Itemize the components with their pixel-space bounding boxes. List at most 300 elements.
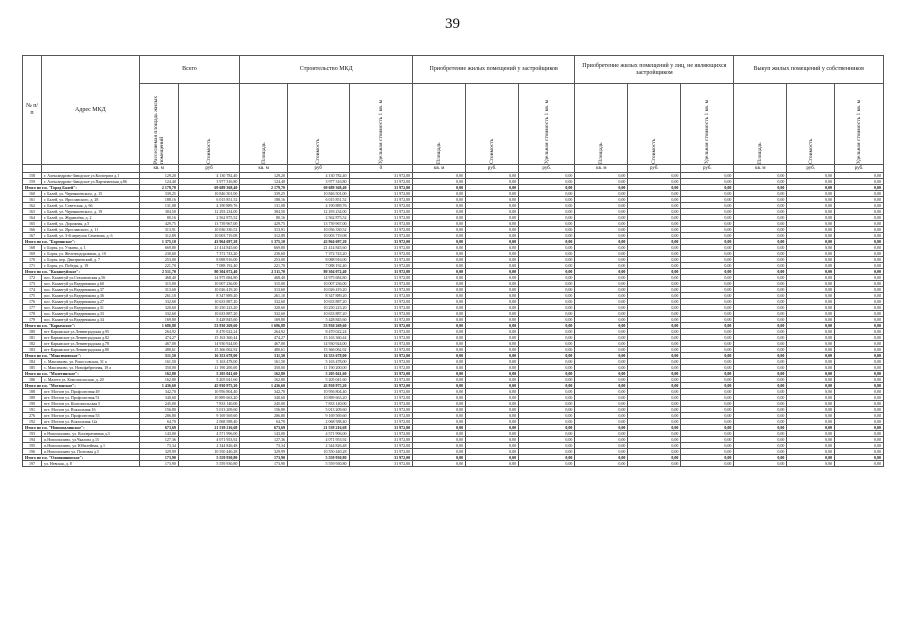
value-cell: 0,00 — [575, 197, 628, 203]
value-cell: 0,00 — [681, 395, 734, 401]
value-cell: 0,00 — [466, 197, 519, 203]
unit-cell: руб. — [787, 165, 835, 173]
value-cell: 0,00 — [787, 203, 835, 209]
header-buyout-group: Выкуп жилых помещений у собственников — [734, 56, 884, 84]
value-cell: 0,00 — [787, 389, 835, 395]
value-cell: 0,00 — [466, 365, 519, 371]
value-cell: 0,00 — [575, 443, 628, 449]
header-total-group: Всего — [139, 56, 240, 84]
value-cell: 9 169 569,60 — [288, 413, 349, 419]
value-cell: 0,00 — [628, 263, 681, 269]
value-cell: 0,00 — [575, 407, 628, 413]
row-number: 158 — [23, 173, 42, 179]
value-cell: 43 964 697,20 — [288, 239, 349, 245]
header-area: Площадь — [734, 84, 787, 165]
value-cell: 0,00 — [787, 275, 835, 281]
value-cell: 0,00 — [575, 299, 628, 305]
value-cell: 0,00 — [519, 251, 575, 257]
value-cell: 230,60 — [139, 251, 178, 257]
value-cell: 0,00 — [734, 275, 787, 281]
row-address: г. Балей, ул. 3-й переулок Семенова, д. 6 — [42, 233, 140, 239]
value-cell: 0,00 — [681, 293, 734, 299]
value-cell: 0,00 — [835, 305, 884, 311]
row-address: г. Балей, ул. Чернышевского, д. 19 — [42, 209, 140, 215]
value-cell: 12 293 234,00 — [178, 209, 239, 215]
value-cell: 31 972,00 — [349, 395, 413, 401]
value-cell: 0,00 — [519, 353, 575, 359]
value-cell: 143,00 — [240, 431, 288, 437]
value-cell: 0,00 — [681, 377, 734, 383]
value-cell: 0,00 — [519, 389, 575, 395]
value-cell: 5 428 845,60 — [178, 317, 239, 323]
value-cell: 1 375,10 — [240, 239, 288, 245]
value-cell: 0,00 — [835, 353, 884, 359]
row-number: 182 — [23, 341, 42, 347]
value-cell: 80 304 072,40 — [288, 269, 349, 275]
value-cell: 0,00 — [575, 287, 628, 293]
value-cell: 0,00 — [413, 323, 466, 329]
value-cell: 221,70 — [139, 263, 178, 269]
value-cell: 0,00 — [519, 401, 575, 407]
value-cell: 0,00 — [575, 323, 628, 329]
value-cell: 342,70 — [139, 389, 178, 395]
value-cell: 0,00 — [681, 353, 734, 359]
value-cell: 31 972,00 — [349, 257, 413, 263]
row-address: пгт Карымское ул.Ленинградская д.82 — [42, 335, 140, 341]
value-cell: 31 972,00 — [349, 437, 413, 443]
unit-cell: руб. — [628, 165, 681, 173]
value-cell: 0,00 — [681, 413, 734, 419]
value-cell: 0,00 — [575, 413, 628, 419]
value-cell: 0,00 — [787, 173, 835, 179]
value-cell: 4 190 889,76 — [178, 203, 239, 209]
value-cell: 0,00 — [413, 455, 466, 461]
value-cell: 0,00 — [681, 425, 734, 431]
row-number: 193 — [23, 431, 42, 437]
value-cell: 0,00 — [787, 221, 835, 227]
value-cell: 0,00 — [519, 275, 575, 281]
row-address: пос. Калангуй ул.Ведерникова д.36 — [42, 293, 140, 299]
value-cell: 0,00 — [466, 305, 519, 311]
value-cell: 31 972,00 — [349, 305, 413, 311]
value-cell: 0,00 — [413, 449, 466, 455]
value-cell: 0,00 — [734, 263, 787, 269]
value-cell: 80 304 072,40 — [178, 269, 239, 275]
value-cell: 9 169 569,60 — [178, 413, 239, 419]
value-cell: 8 470 022,24 — [288, 329, 349, 335]
value-cell: 0,00 — [575, 383, 628, 389]
unit-cell: кв. м — [240, 165, 288, 173]
value-cell: 0,00 — [519, 227, 575, 233]
value-cell: 73,34 — [139, 443, 178, 449]
value-cell: 0,00 — [575, 311, 628, 317]
value-cell: 286,80 — [139, 413, 178, 419]
value-cell: 0,00 — [787, 437, 835, 443]
value-cell: 0,00 — [575, 329, 628, 335]
header-construction-group: Строительство МКД — [240, 56, 413, 84]
value-cell: 0,00 — [519, 305, 575, 311]
value-cell: 0,00 — [466, 203, 519, 209]
unit-cell: руб. — [466, 165, 519, 173]
row-number: 159 — [23, 179, 42, 185]
row-address: г. Балей, ул. Советская, д. 66 — [42, 203, 140, 209]
row-address: г. Александрово-Заводское ул.Кооперата д.1 — [42, 173, 140, 179]
value-cell: 0,00 — [466, 437, 519, 443]
value-cell: 8 470 022,24 — [178, 329, 239, 335]
value-cell: 0,00 — [835, 227, 884, 233]
value-cell: 0,00 — [681, 281, 734, 287]
value-cell: 0,00 — [681, 371, 734, 377]
row-address: с. Малета ул. Комсомольская, д. 20 — [42, 377, 140, 383]
value-cell: 0,00 — [413, 329, 466, 335]
row-address: пгт. Могзон ул. Вокзальная 12а — [42, 419, 140, 425]
value-cell: 0,00 — [466, 323, 519, 329]
value-cell: 173,90 — [240, 455, 288, 461]
value-cell: 0,00 — [787, 239, 835, 245]
value-cell: 53 930 269,60 — [288, 323, 349, 329]
value-cell: 0,00 — [835, 233, 884, 239]
value-cell: 0,00 — [413, 197, 466, 203]
value-cell: 339,25 — [240, 191, 288, 197]
value-cell: 0,00 — [835, 323, 884, 329]
value-cell: 31 972,00 — [349, 389, 413, 395]
header-unit-cost: Удельная стоимость 1 кв. м — [681, 84, 734, 165]
value-cell: 0,00 — [681, 359, 734, 365]
value-cell: 0,00 — [466, 395, 519, 401]
row-number: 195 — [23, 443, 42, 449]
value-cell: 0,00 — [466, 443, 519, 449]
value-cell: 13 739 967,00 — [178, 221, 239, 227]
value-cell: 0,00 — [835, 455, 884, 461]
value-cell: 0,00 — [413, 191, 466, 197]
value-cell: 384,50 — [139, 209, 178, 215]
value-cell: 0,00 — [734, 191, 787, 197]
value-cell: 0,00 — [575, 275, 628, 281]
value-cell: 10 633 887,20 — [178, 311, 239, 317]
value-cell: 0,00 — [519, 311, 575, 317]
value-cell: 0,00 — [628, 275, 681, 281]
value-cell: 31 972,00 — [349, 251, 413, 257]
value-cell: 0,00 — [787, 365, 835, 371]
value-cell: 15 163 360,44 — [178, 335, 239, 341]
value-cell: 467,00 — [139, 341, 178, 347]
value-cell: 0,00 — [681, 401, 734, 407]
value-cell: 0,00 — [787, 329, 835, 335]
value-cell: 10 956 804,40 — [178, 389, 239, 395]
value-cell: 0,00 — [787, 287, 835, 293]
value-cell: 0,00 — [787, 425, 835, 431]
value-cell: 5 205 041,60 — [288, 371, 349, 377]
value-cell: 7 372 743,20 — [288, 251, 349, 257]
value-cell: 0,00 — [681, 323, 734, 329]
value-cell: 2 068 588,40 — [288, 419, 349, 425]
row-number: 189 — [23, 395, 42, 401]
value-cell: 0,00 — [628, 251, 681, 257]
value-cell: 0,00 — [466, 191, 519, 197]
value-cell: 0,00 — [681, 245, 734, 251]
subtotal-label: Итого по г.п. "Оловяннинское": — [23, 455, 140, 461]
row-address: пгт. Могзон ул. Вокзальная 16 — [42, 407, 140, 413]
value-cell: 5 559 930,80 — [178, 455, 239, 461]
value-cell: 0,00 — [835, 425, 884, 431]
value-cell: 0,00 — [734, 245, 787, 251]
value-cell: 156,80 — [139, 407, 178, 413]
value-cell: 0,00 — [681, 389, 734, 395]
value-cell: 0,00 — [787, 359, 835, 365]
value-cell: 10 026 419,20 — [288, 287, 349, 293]
value-cell: 429,75 — [139, 221, 178, 227]
value-cell: 7 088 192,40 — [178, 263, 239, 269]
value-cell: 31 972,00 — [349, 419, 413, 425]
value-cell: 31 972,00 — [349, 221, 413, 227]
row-address: пос. Калангуй ул.Ведерникова д.60 — [42, 281, 140, 287]
value-cell: 0,00 — [575, 431, 628, 437]
row-address: пгт. Могзон ул. Комсомольская 5 — [42, 401, 140, 407]
header-cost: Стоимость — [288, 84, 349, 165]
row-number: 173 — [23, 281, 42, 287]
value-cell: 1 375,10 — [139, 239, 178, 245]
value-cell: 0,00 — [628, 347, 681, 353]
value-cell: 80,16 — [139, 215, 178, 221]
row-address: пгт Карымское ул.Ленинградская д.95 — [42, 329, 140, 335]
value-cell: 0,00 — [734, 353, 787, 359]
value-cell: 313,60 — [139, 287, 178, 293]
value-cell: 12 293 234,00 — [288, 209, 349, 215]
value-cell: 0,00 — [835, 401, 884, 407]
value-cell: 467,00 — [240, 341, 288, 347]
header-area: Площадь — [413, 84, 466, 165]
value-cell: 31 972,00 — [349, 287, 413, 293]
row-number: 185 — [23, 365, 42, 371]
value-cell: 0,00 — [681, 203, 734, 209]
value-cell: 0,00 — [413, 311, 466, 317]
value-cell: 0,00 — [734, 437, 787, 443]
value-cell: 0,00 — [734, 431, 787, 437]
value-cell: 468,40 — [240, 275, 288, 281]
value-cell: 31 972,00 — [349, 233, 413, 239]
value-cell: 31 972,00 — [349, 209, 413, 215]
row-number: 197 — [23, 461, 42, 467]
value-cell: 31 972,00 — [349, 197, 413, 203]
row-number: 186 — [23, 377, 42, 383]
value-cell: 0,00 — [519, 185, 575, 191]
value-cell: 0,00 — [787, 281, 835, 287]
value-cell: 31 972,00 — [349, 191, 413, 197]
value-cell: 0,00 — [519, 347, 575, 353]
value-cell: 0,00 — [835, 389, 884, 395]
value-cell: 0,00 — [413, 245, 466, 251]
value-cell: 0,00 — [466, 419, 519, 425]
value-cell: 1 436,60 — [240, 383, 288, 389]
value-cell: 0,00 — [466, 425, 519, 431]
value-cell: 0,00 — [628, 329, 681, 335]
value-cell: 0,00 — [628, 269, 681, 275]
value-cell: 0,00 — [466, 455, 519, 461]
value-cell: 2 562 875,52 — [178, 215, 239, 221]
value-cell: 0,00 — [413, 203, 466, 209]
value-cell: 0,00 — [681, 335, 734, 341]
value-cell: 0,00 — [835, 173, 884, 179]
subtotal-label: Итого по г.п. "Город Балей": — [23, 185, 140, 191]
value-cell: 0,00 — [787, 413, 835, 419]
value-cell: 0,00 — [835, 419, 884, 425]
value-cell: 0,00 — [413, 407, 466, 413]
value-cell: 131,08 — [139, 203, 178, 209]
value-cell: 0,00 — [787, 299, 835, 305]
value-cell: 253,00 — [240, 257, 288, 263]
value-cell: 0,00 — [734, 299, 787, 305]
value-cell: 31 972,00 — [349, 353, 413, 359]
value-cell: 0,00 — [787, 371, 835, 377]
value-cell: 0,00 — [734, 311, 787, 317]
value-cell: 0,00 — [575, 221, 628, 227]
value-cell: 0,00 — [787, 305, 835, 311]
value-cell: 261,10 — [240, 293, 288, 299]
value-cell: 0,00 — [835, 329, 884, 335]
row-address: пгт. Могзон ул. Профсоюзная 51 — [42, 395, 140, 401]
value-cell: 0,00 — [466, 209, 519, 215]
value-cell: 0,00 — [575, 191, 628, 197]
value-cell: 0,00 — [787, 293, 835, 299]
value-cell: 0,00 — [628, 443, 681, 449]
value-cell: 329,99 — [139, 449, 178, 455]
row-number: 162 — [23, 203, 42, 209]
value-cell: 0,00 — [519, 287, 575, 293]
housing-table — [22, 55, 884, 467]
value-cell: 0,00 — [575, 269, 628, 275]
value-cell: 0,00 — [519, 299, 575, 305]
value-cell: 169,80 — [139, 317, 178, 323]
unit-cell: кв. м — [139, 165, 178, 173]
value-cell: 0,00 — [835, 461, 884, 467]
value-cell: 0,00 — [413, 215, 466, 221]
row-address: п.Новоопалино, ул. Юбилейная, д.1 — [42, 443, 140, 449]
value-cell: 0,00 — [787, 197, 835, 203]
row-number: 196 — [23, 449, 42, 455]
value-cell: 0,00 — [413, 293, 466, 299]
value-cell: 45 930 975,20 — [288, 383, 349, 389]
value-cell: 474,27 — [240, 335, 288, 341]
value-cell: 31 972,00 — [349, 455, 413, 461]
header-area: Площадь — [575, 84, 628, 165]
value-cell: 0,00 — [681, 257, 734, 263]
value-cell: 16 353 678,00 — [178, 353, 239, 359]
value-cell: 0,00 — [413, 239, 466, 245]
value-cell: 2 179,70 — [240, 185, 288, 191]
unit-cell: кв. м — [413, 165, 466, 173]
value-cell: 10 846 501,00 — [288, 191, 349, 197]
row-number: 194 — [23, 437, 42, 443]
value-cell: 0,00 — [835, 281, 884, 287]
value-cell: 0,00 — [413, 281, 466, 287]
value-cell: 253,00 — [139, 257, 178, 263]
value-cell: 0,00 — [787, 257, 835, 263]
row-address: с. Максимово, ул. Рокоссовская, 31 а — [42, 359, 140, 365]
row-number: 174 — [23, 287, 42, 293]
value-cell: 480,61 — [240, 347, 288, 353]
value-cell: 0,00 — [519, 323, 575, 329]
value-cell: 0,00 — [466, 353, 519, 359]
value-cell: 0,00 — [519, 407, 575, 413]
value-cell: 0,00 — [681, 227, 734, 233]
value-cell: 0,00 — [835, 215, 884, 221]
value-cell: 0,00 — [787, 311, 835, 317]
value-cell: 127,36 — [139, 437, 178, 443]
value-cell: 5 205 041,60 — [288, 377, 349, 383]
value-cell: 0,00 — [628, 425, 681, 431]
value-cell: 0,00 — [466, 239, 519, 245]
row-number: 179 — [23, 317, 42, 323]
value-cell: 124,40 — [240, 179, 288, 185]
value-cell: 0,00 — [681, 365, 734, 371]
value-cell: 0,00 — [466, 413, 519, 419]
value-cell: 2 344 826,48 — [288, 443, 349, 449]
value-cell: 31 972,00 — [349, 215, 413, 221]
value-cell: 0,00 — [466, 185, 519, 191]
value-cell: 0,00 — [575, 185, 628, 191]
subtotal-label: Итого по г.п. "Могзонское": — [23, 383, 140, 389]
row-number: 177 — [23, 305, 42, 311]
value-cell: 0,00 — [413, 389, 466, 395]
value-cell: 0,00 — [787, 209, 835, 215]
value-cell: 0,00 — [628, 257, 681, 263]
value-cell: 0,00 — [628, 233, 681, 239]
value-cell: 0,00 — [734, 209, 787, 215]
value-cell: 31 972,00 — [349, 377, 413, 383]
value-cell: 0,00 — [466, 371, 519, 377]
value-cell: 31 972,00 — [349, 275, 413, 281]
value-cell: 0,00 — [466, 263, 519, 269]
value-cell: 286,80 — [240, 413, 288, 419]
value-cell: 31 972,00 — [349, 203, 413, 209]
value-cell: 0,00 — [628, 335, 681, 341]
row-address: п.Новоопалино ул. Почтовая д.5 — [42, 449, 140, 455]
value-cell: 0,00 — [787, 377, 835, 383]
value-cell: 4 571 996,00 — [178, 431, 239, 437]
value-cell: 0,00 — [734, 365, 787, 371]
value-cell: 0,00 — [681, 317, 734, 323]
value-cell: 313,60 — [240, 287, 288, 293]
header-resettled-area: Расселяемая площадь жилых помещений — [139, 84, 178, 165]
value-cell: 0,00 — [413, 383, 466, 389]
value-cell: 31 972,00 — [349, 425, 413, 431]
value-cell: 31 972,00 — [349, 323, 413, 329]
value-cell: 16 353 678,00 — [288, 353, 349, 359]
value-cell: 340,60 — [240, 395, 288, 401]
value-cell: 0,00 — [519, 215, 575, 221]
value-cell: 0,00 — [628, 299, 681, 305]
value-cell: 0,00 — [734, 215, 787, 221]
value-cell: 0,00 — [519, 245, 575, 251]
value-cell: 161,50 — [139, 359, 178, 365]
value-cell: 0,00 — [628, 293, 681, 299]
value-cell: 129,20 — [240, 173, 288, 179]
value-cell: 0,00 — [628, 197, 681, 203]
value-cell: 0,00 — [734, 323, 787, 329]
value-cell: 0,00 — [734, 383, 787, 389]
value-cell: 0,00 — [787, 215, 835, 221]
value-cell: 10 633 887,20 — [178, 299, 239, 305]
value-cell: 2 068 588,40 — [178, 419, 239, 425]
value-cell: 0,00 — [466, 245, 519, 251]
value-cell: 0,00 — [413, 353, 466, 359]
value-cell: 429,75 — [240, 221, 288, 227]
value-cell: 0,00 — [787, 347, 835, 353]
row-number: 170 — [23, 257, 42, 263]
value-cell: 7 372 743,20 — [178, 251, 239, 257]
value-cell: 161,50 — [240, 359, 288, 365]
value-cell: 0,00 — [466, 215, 519, 221]
